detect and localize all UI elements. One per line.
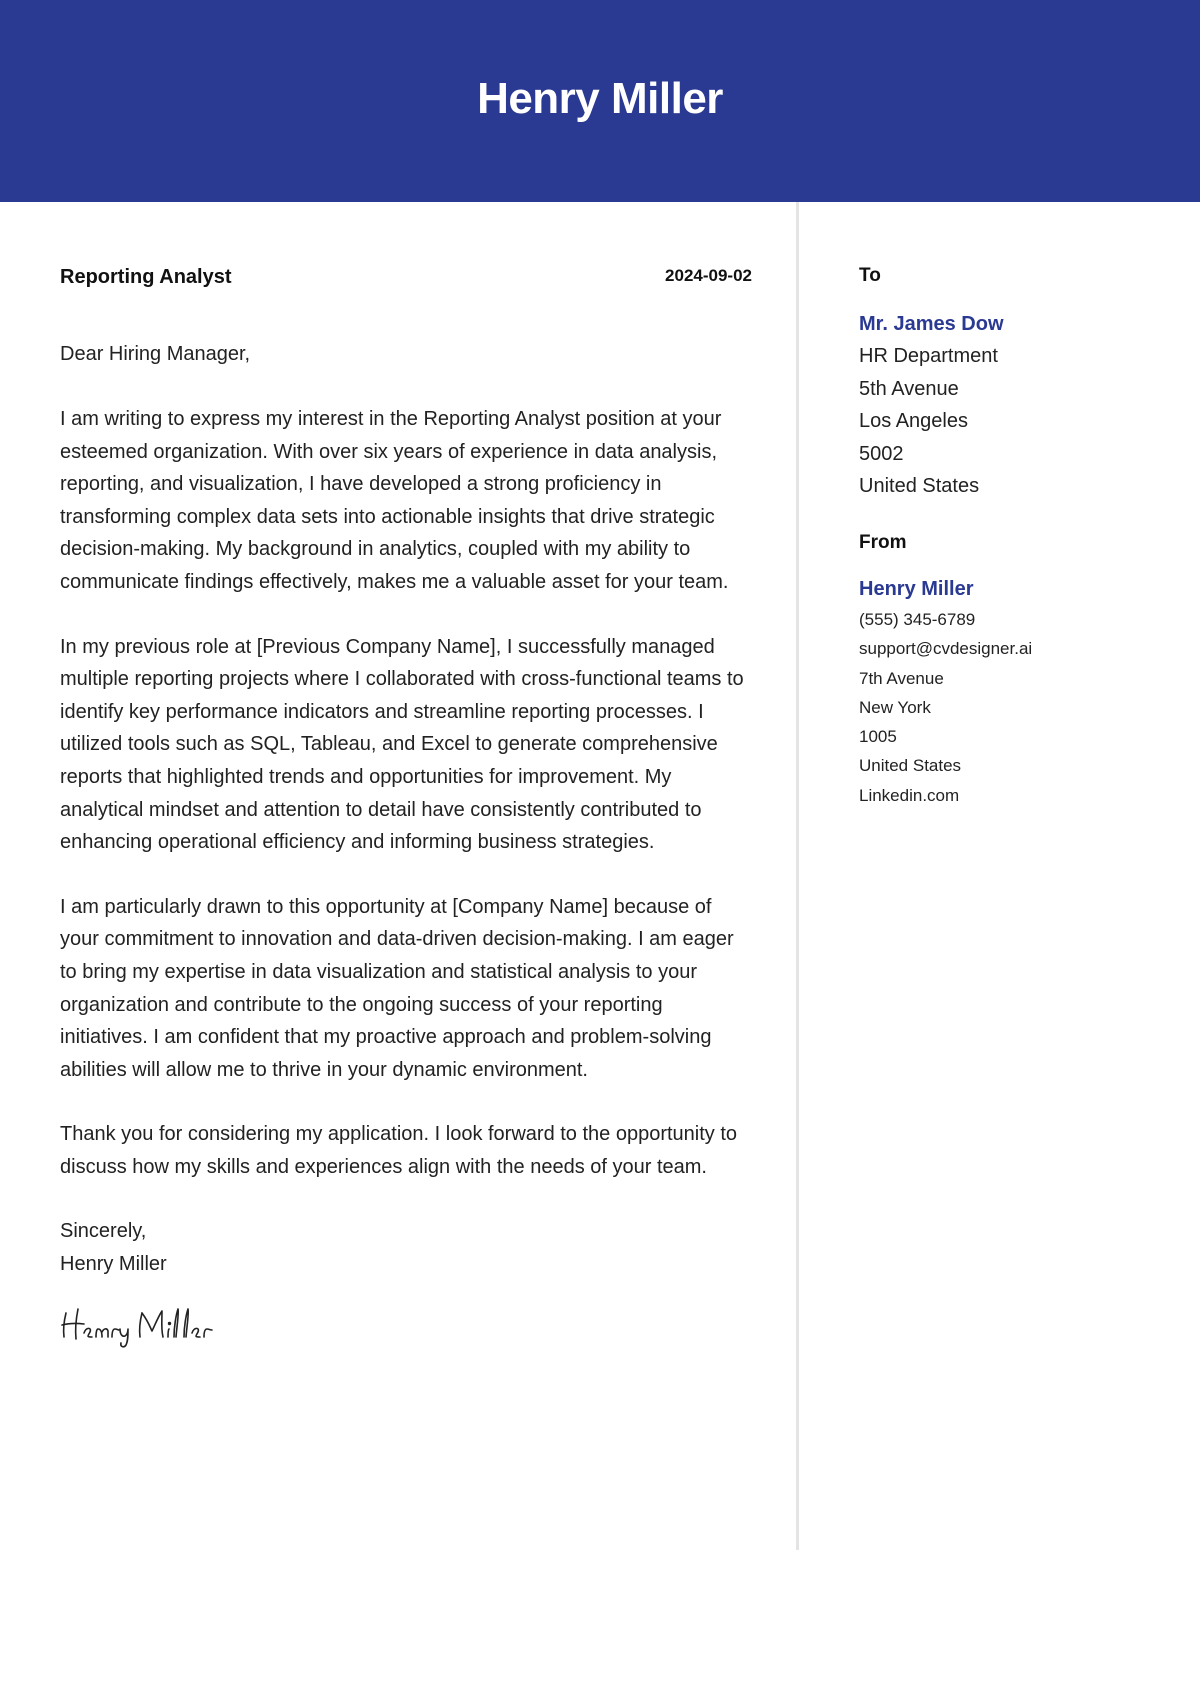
header-name: Henry Miller: [477, 74, 723, 123]
recipient-department: HR Department: [859, 345, 998, 367]
header-banner: [0, 0, 1200, 202]
contact-sidebar: [859, 262, 1159, 810]
sender-phone: (555) 345-6789: [859, 609, 976, 629]
recipient-city: Los Angeles: [859, 410, 968, 433]
sender-country: United States: [859, 756, 962, 776]
paragraph: In my previous role at [Previous Company Name], I successfully managed multiple reporting projects where I collaborated with cross-functional teams to identify key performance indicators and streamline reporting processes. I utilized tools such as SQL, Tableau, and Excel to generate comprehensive reports that highlighted trends and opportunities for improvement. My analytical mindset and attention to detail have consistently contributed to enhancing operational efficiency and informing business strategies.: [60, 635, 744, 854]
recipient-street: 5th Avenue: [859, 377, 959, 400]
sender-heading: From: [859, 531, 907, 553]
salutation: Dear Hiring Manager,: [60, 343, 251, 365]
closing-name: Henry Miller: [60, 1253, 167, 1276]
recipient-country: United States: [859, 475, 980, 498]
job-title: Reporting Analyst: [60, 266, 232, 288]
paragraph: Thank you for considering my application. I look forward to the opportunity to discuss how my skills and experiences align with the needs of your team.: [60, 1123, 738, 1178]
column-divider: [796, 202, 799, 1550]
closing-phrase: Sincerely,: [60, 1220, 147, 1243]
sender-email: support@cvdesigner.ai: [859, 639, 1033, 659]
paragraph: I am particularly drawn to this opportunity at [Company Name] because of your commitment to innovation and data-driven decision-making. I am eager to bring my expertise in data visualization and statistical analysis to your organization and contribute to the ongoing success of your reporting initiatives. I am confident that my proactive approach and problem-solving abilities will allow me to thrive in your dynamic environment.: [60, 895, 734, 1081]
recipient-postal-code: 5002: [859, 442, 904, 465]
handwritten-signature: [60, 1299, 752, 1349]
sender-street: 7th Avenue: [859, 668, 944, 688]
paragraph: I am writing to express my interest in the Reporting Analyst position at your esteemed organization. With over six years of experience in data analysis, reporting, and visualization, I have developed a strong proficiency in transforming complex data sets into actionable insights that drive strategic decision-making. My background in analytics, coupled with my ability to communicate findings effectively, makes me a valuable asset for your team.: [60, 408, 729, 593]
recipient-heading: To: [859, 265, 881, 286]
letter-body: [60, 262, 752, 1349]
sender-postal-code: 1005: [859, 727, 897, 747]
sender-website: Linkedin.com: [859, 785, 960, 805]
closing-block: [60, 1215, 752, 1280]
title-row: [60, 262, 752, 292]
sender-name: Henry Miller: [859, 577, 974, 600]
letter-date: 2024-09-02: [665, 266, 752, 285]
sender-city: New York: [859, 697, 931, 717]
recipient-name: Mr. James Dow: [859, 313, 1004, 335]
